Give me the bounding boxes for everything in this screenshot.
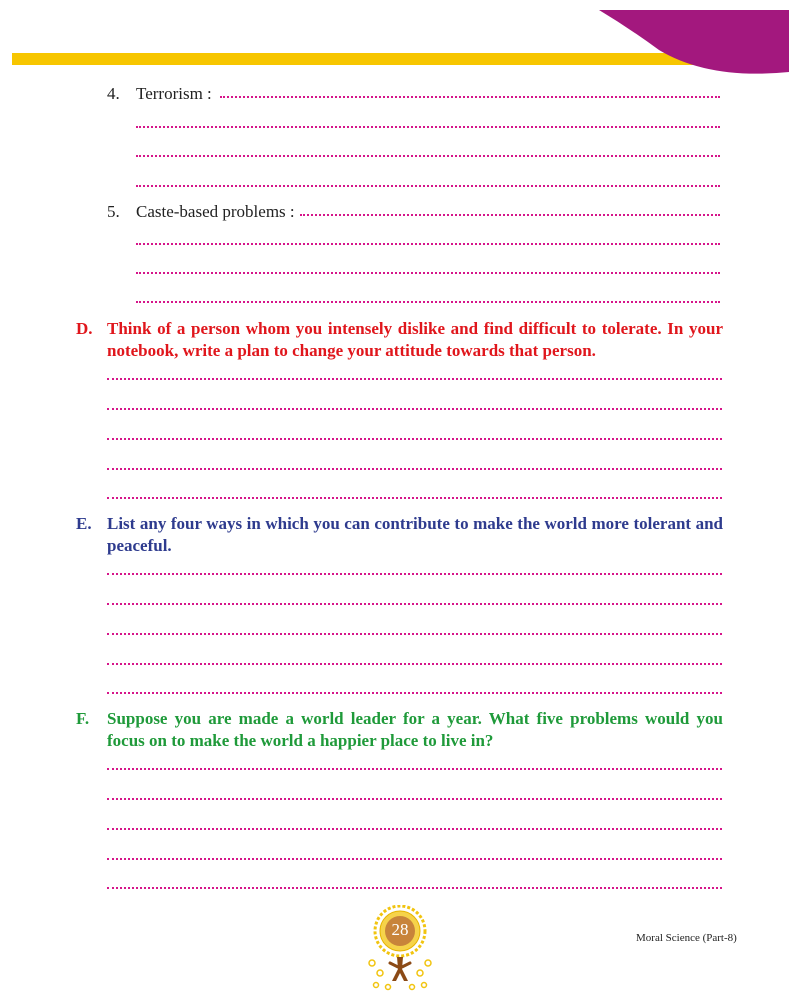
answer-line[interactable] — [107, 858, 722, 860]
header-magenta-tab — [589, 0, 799, 80]
item-number: 4. — [107, 84, 120, 103]
page-number: 28 — [391, 920, 409, 939]
answer-line[interactable] — [107, 768, 722, 770]
answer-line[interactable] — [136, 185, 720, 187]
answer-line[interactable] — [107, 633, 722, 635]
item-label-terrorism: Terrorism : — [136, 84, 212, 103]
question-letter: E. — [76, 514, 92, 533]
answer-line[interactable] — [107, 663, 722, 665]
answer-line[interactable] — [107, 468, 722, 470]
question-d-text: Think of a person whom you intensely dislike and find difficult to tolerate. In your notebook, write a plan to change your attitude towards that person. — [107, 319, 723, 360]
answer-line[interactable] — [107, 378, 722, 380]
answer-line[interactable] — [107, 573, 722, 575]
answer-line[interactable] — [107, 497, 722, 499]
answer-line[interactable] — [136, 243, 720, 245]
question-f-text: Suppose you are made a world leader for a year. What five problems would you focus on to make the world a happier place to live in? — [107, 709, 723, 750]
item-label-caste: Caste-based problems : — [136, 202, 295, 221]
item-number: 5. — [107, 202, 120, 221]
question-e-text: List any four ways in which you can contribute to make the world more tolerant and peaceful. — [107, 514, 723, 555]
tree-icon — [362, 905, 438, 993]
answer-line[interactable] — [136, 272, 720, 274]
answer-line[interactable] — [107, 692, 722, 694]
answer-line[interactable] — [107, 798, 722, 800]
question-letter: F. — [76, 709, 90, 728]
answer-line[interactable] — [107, 438, 722, 440]
answer-line[interactable] — [220, 96, 720, 98]
answer-line[interactable] — [107, 828, 722, 830]
answer-line[interactable] — [107, 603, 722, 605]
book-title: Moral Science (Part-8) — [636, 932, 737, 944]
answer-line[interactable] — [136, 301, 720, 303]
answer-line[interactable] — [136, 126, 720, 128]
answer-line[interactable] — [136, 155, 720, 157]
page-number-badge — [362, 905, 438, 993]
answer-line[interactable] — [107, 887, 722, 889]
question-letter: D. — [76, 319, 93, 338]
answer-line[interactable] — [107, 408, 722, 410]
answer-line[interactable] — [300, 214, 720, 216]
